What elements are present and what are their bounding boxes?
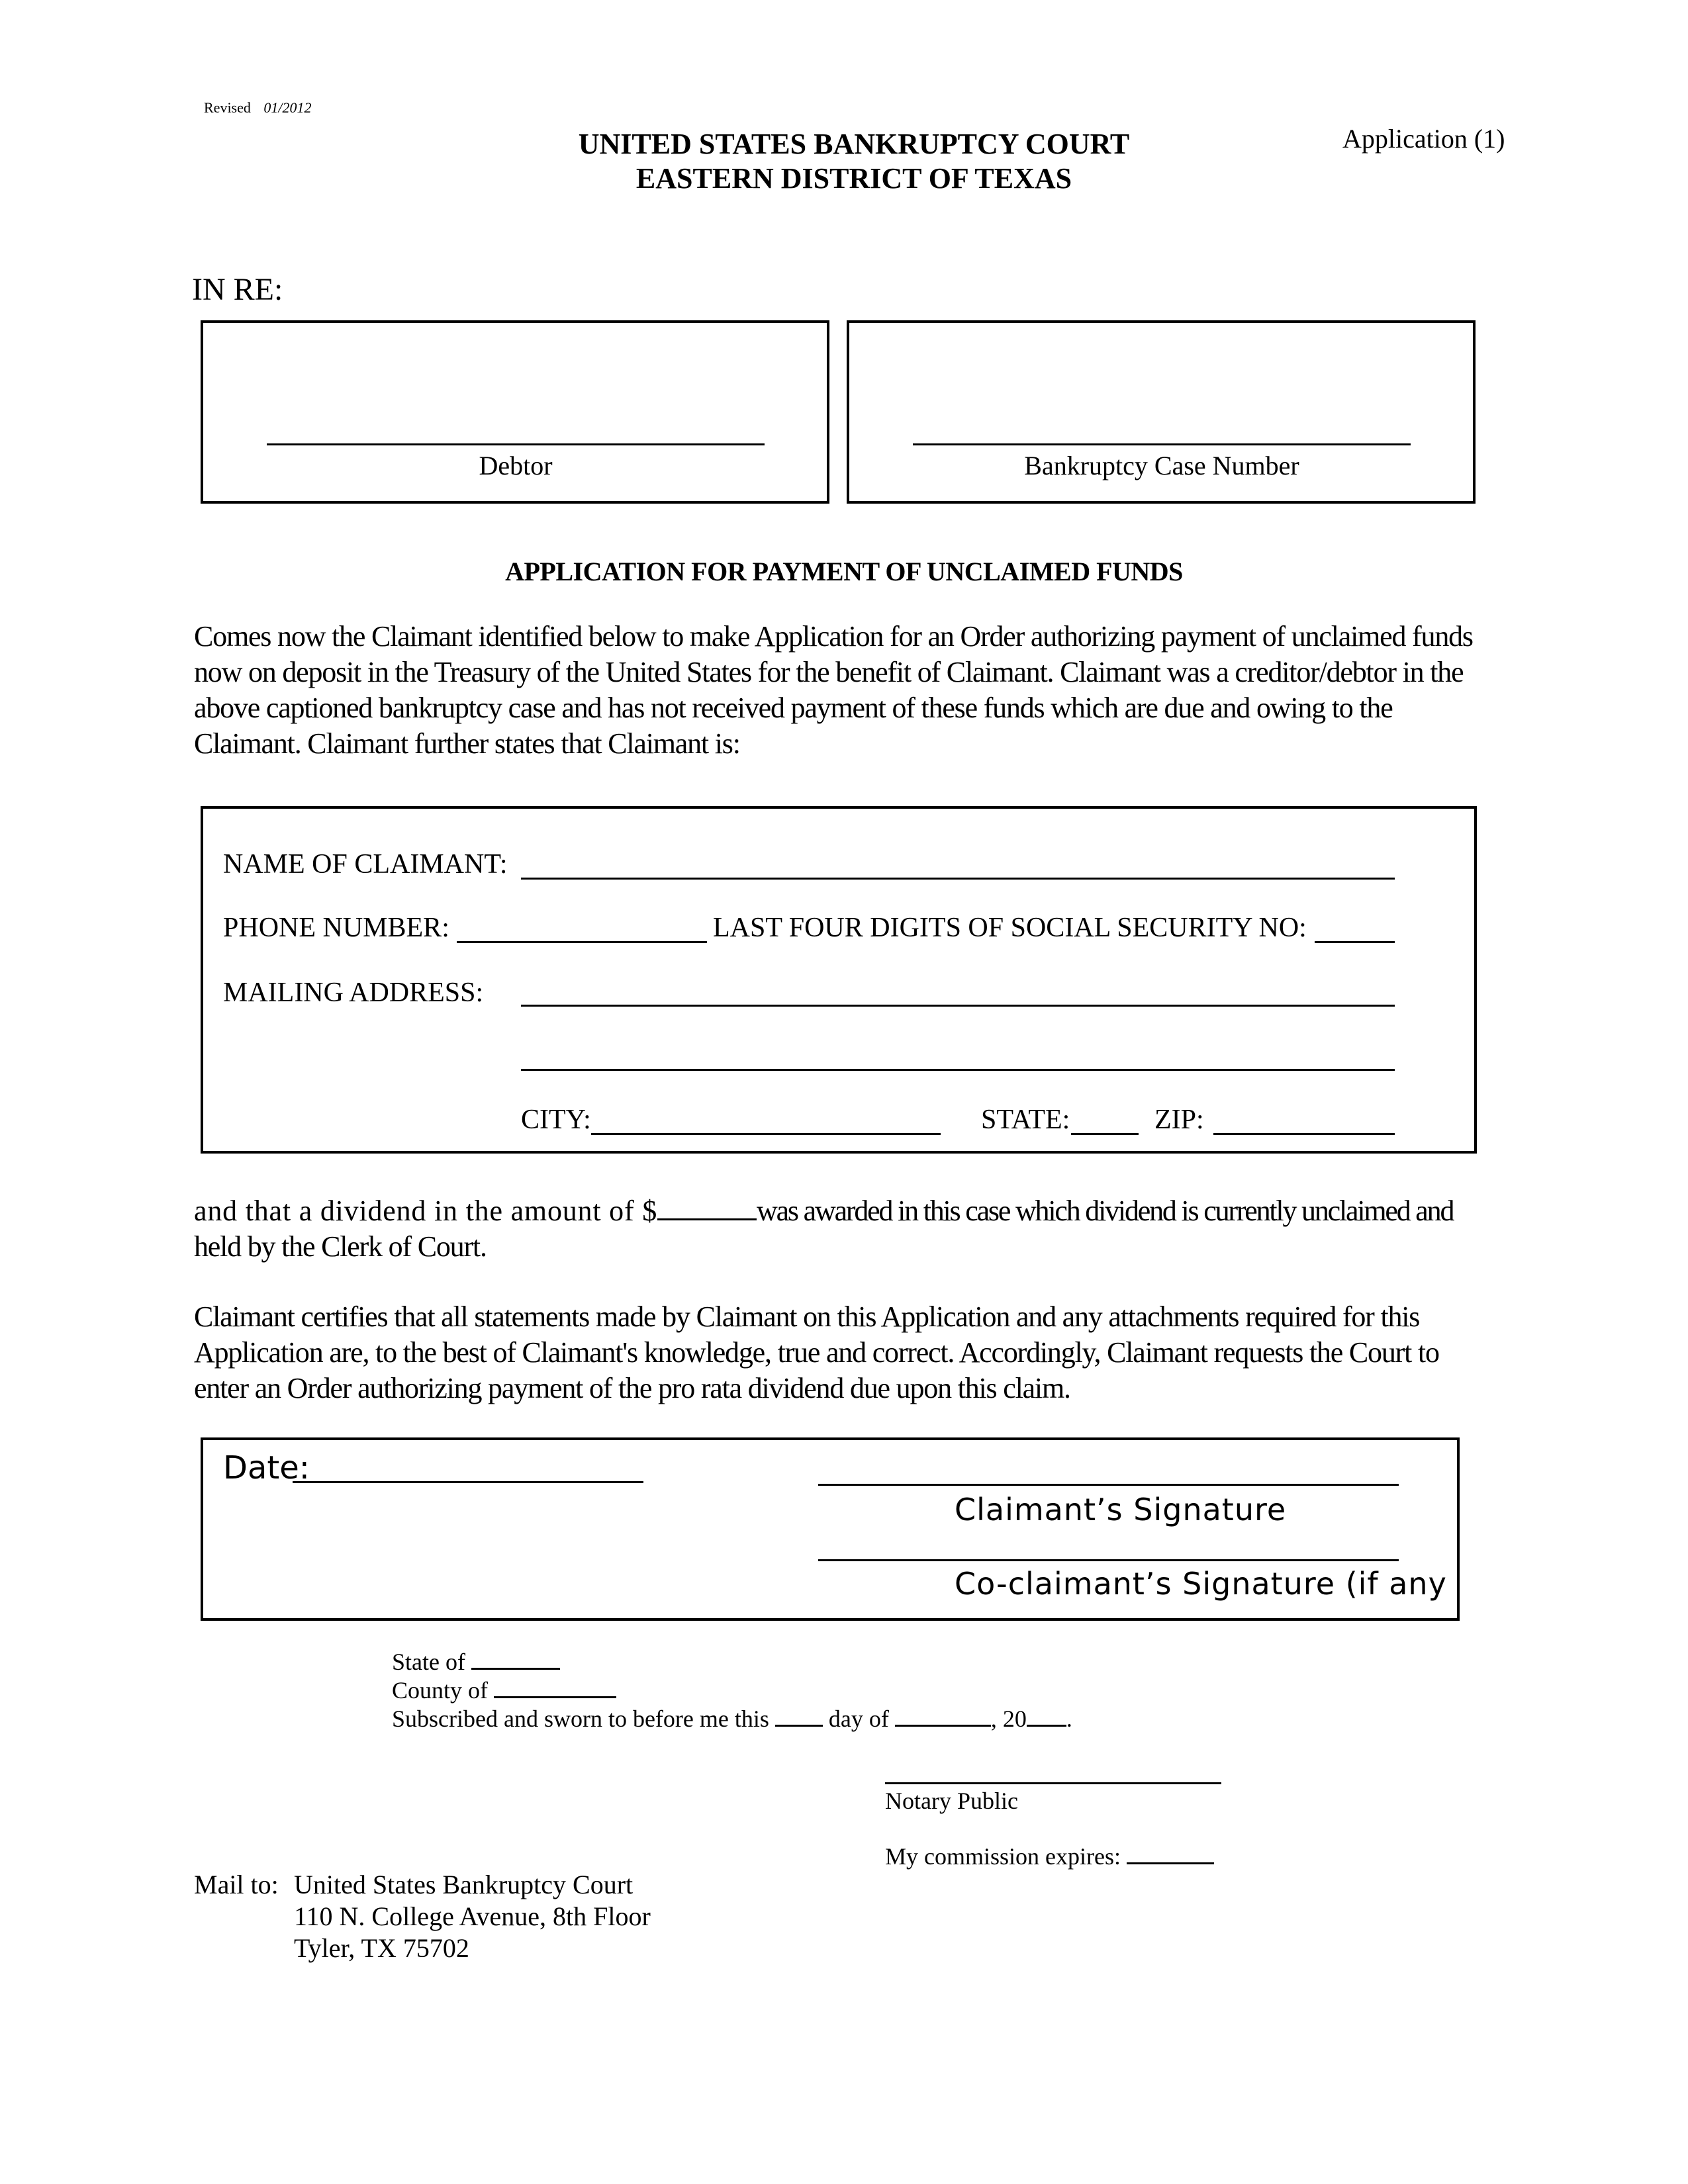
certification-line-3: enter an Order authorizing payment of the pro rata dividend due upon this claim.	[194, 1372, 1070, 1404]
claimant-info-box	[201, 806, 1477, 1154]
subscribed-label: Subscribed and sworn to before me this	[392, 1706, 769, 1732]
notary-month-field[interactable]	[895, 1706, 991, 1727]
notary-state-field[interactable]	[471, 1649, 560, 1670]
commission-label: My commission expires:	[885, 1843, 1121, 1870]
court-line-2: EASTERN DISTRICT OF TEXAS	[635, 162, 1072, 195]
coclaimant-signature-label: Co-claimant’s Signature (if any	[955, 1566, 1447, 1602]
dividend-text-pre: and that a dividend in the amount of $	[194, 1195, 658, 1227]
debtor-line[interactable]	[267, 443, 765, 445]
court-name	[503, 127, 1205, 196]
claimant-signature-line[interactable]	[818, 1484, 1399, 1486]
court-line-1: UNITED STATES BANKRUPTCY COURT	[578, 128, 1130, 160]
mailing-address-field-2[interactable]	[521, 1069, 1395, 1071]
notary-state-row	[392, 1648, 560, 1676]
notary-subscribed-row	[392, 1705, 1072, 1733]
city-label: CITY:	[521, 1105, 591, 1135]
notary-year-field[interactable]	[1027, 1706, 1066, 1727]
intro-line-3: above captioned bankruptcy case and has not received payment of these funds which are due and owing to the	[194, 692, 1393, 724]
intro-line-1: Comes now the Claimant identified below to make Application for an Order authorizing payment of unclaimed funds	[194, 620, 1473, 653]
revised-label: Revised	[204, 99, 251, 116]
date-label: Date:	[223, 1449, 310, 1486]
dividend-line-2: held by the Clerk of Court.	[194, 1230, 487, 1263]
commission-row	[885, 1843, 1214, 1870]
intro-line-4: Claimant. Claimant further states that Claimant is:	[194, 727, 740, 760]
revised-date: 01/2012	[263, 99, 312, 116]
mailing-address-label: MAILING ADDRESS:	[223, 978, 484, 1008]
form-title: APPLICATION FOR PAYMENT OF UNCLAIMED FUNDS	[505, 557, 1183, 586]
ssn-field[interactable]	[1315, 941, 1395, 943]
certification-line-1: Claimant certifies that all statements made by Claimant on this Application and any attachments required for this	[194, 1300, 1420, 1333]
case-number-line[interactable]	[913, 443, 1411, 445]
notary-signature-line[interactable]	[885, 1782, 1221, 1784]
year-prefix: , 20	[990, 1706, 1027, 1732]
phone-label: PHONE NUMBER:	[223, 913, 449, 943]
dividend-line-1	[194, 1193, 1501, 1229]
claimant-signature-label: Claimant’s Signature	[955, 1492, 1287, 1527]
dividend-text-post: was awarded in this case which dividend is currently unclaimed and	[757, 1195, 1454, 1227]
state-field[interactable]	[1071, 1133, 1139, 1135]
mail-to-line-1: United States Bankruptcy Court	[294, 1870, 633, 1899]
signature-box	[201, 1437, 1460, 1621]
ssn-label: LAST FOUR DIGITS OF SOCIAL SECURITY NO:	[713, 913, 1307, 943]
intro-paragraph	[194, 619, 1491, 762]
coclaimant-signature-line[interactable]	[818, 1559, 1399, 1561]
state-label: STATE:	[981, 1105, 1070, 1135]
notary-day-field[interactable]	[775, 1706, 823, 1727]
state-of-label: State of	[392, 1649, 465, 1675]
commission-expires-field[interactable]	[1127, 1844, 1214, 1864]
in-re-label: IN RE:	[192, 272, 283, 307]
notary-county-field[interactable]	[494, 1678, 616, 1698]
mail-to-line-3: Tyler, TX 75702	[294, 1933, 469, 1963]
notary-public-label: Notary Public	[885, 1788, 1018, 1814]
mailing-address-field-1[interactable]	[521, 1005, 1395, 1007]
zip-label: ZIP:	[1154, 1105, 1204, 1135]
dividend-amount-field[interactable]	[657, 1196, 757, 1220]
date-field[interactable]	[293, 1481, 643, 1483]
case-number-label: Bankruptcy Case Number	[1024, 451, 1299, 480]
certification-paragraph	[194, 1299, 1491, 1406]
debtor-box	[201, 320, 829, 504]
case-number-box	[847, 320, 1476, 504]
certification-line-2: Application are, to the best of Claimant's knowledge, true and correct. Accordingly, Claimant requests the Court to	[194, 1336, 1439, 1369]
debtor-label: Debtor	[479, 451, 553, 480]
dividend-paragraph	[194, 1193, 1501, 1265]
period: .	[1066, 1706, 1072, 1732]
mail-to-line-2: 110 N. College Avenue, 8th Floor	[294, 1901, 651, 1931]
intro-line-2: now on deposit in the Treasury of the United States for the benefit of Claimant. Claimant was a creditor/debtor in the	[194, 656, 1464, 688]
mail-to-label: Mail to:	[194, 1870, 279, 1899]
revised-note	[204, 99, 312, 116]
county-of-label: County of	[392, 1677, 489, 1704]
zip-field[interactable]	[1213, 1133, 1395, 1135]
day-of-label: day of	[828, 1706, 889, 1732]
claimant-name-field[interactable]	[521, 878, 1395, 880]
claimant-name-label: NAME OF CLAIMANT:	[223, 849, 508, 880]
form-label: Application (1)	[1342, 124, 1505, 154]
city-field[interactable]	[591, 1133, 941, 1135]
phone-field[interactable]	[457, 941, 707, 943]
notary-county-row	[392, 1676, 616, 1704]
mail-to-address	[294, 1869, 651, 1964]
